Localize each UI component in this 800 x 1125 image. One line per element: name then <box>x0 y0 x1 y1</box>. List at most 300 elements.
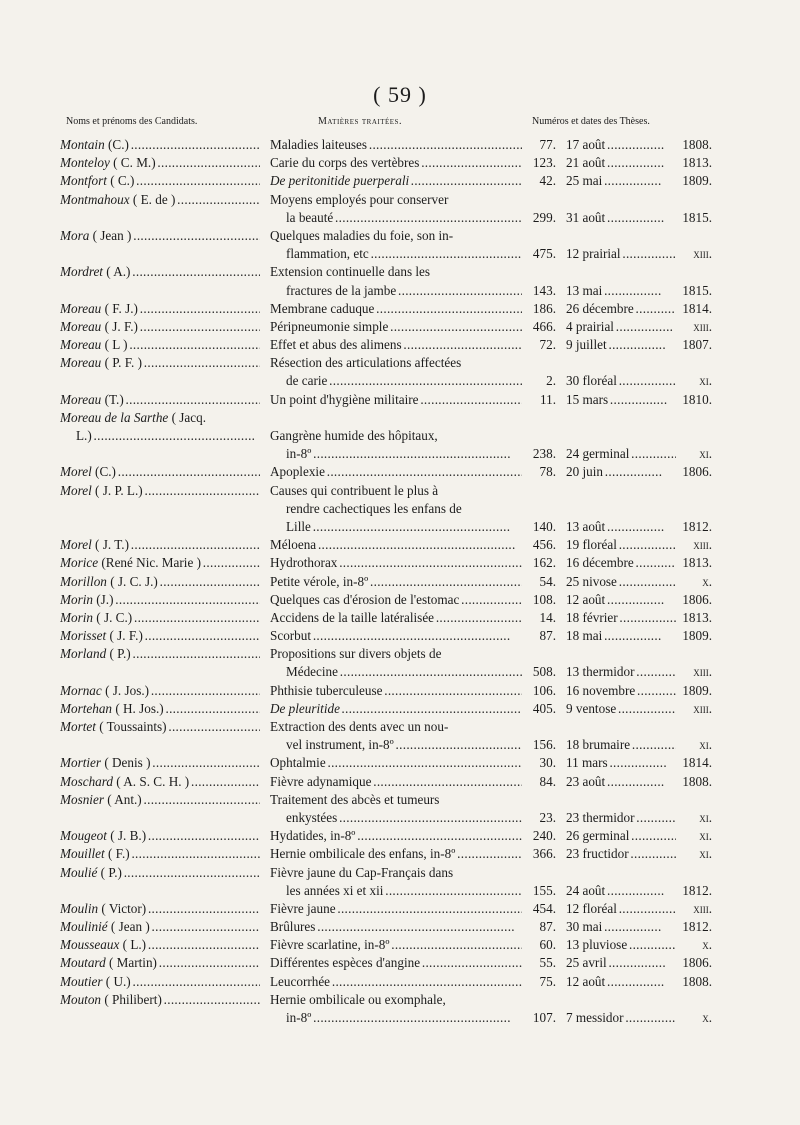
candidate-given-names: ( Toussaints) <box>95 719 167 734</box>
thesis-year: xi. <box>697 736 712 754</box>
candidate-surname: Mosnier <box>60 791 104 807</box>
thesis-list <box>0 136 800 1027</box>
thesis-entry <box>0 336 800 354</box>
thesis-day-month: 20 juin . . . <box>566 463 676 481</box>
thesis-subject: Hernie ombilicale ou exomphale, <box>270 991 446 1007</box>
thesis-subject: De peritonitide puerperali . . . <box>270 172 522 190</box>
thesis-entry <box>0 627 800 645</box>
entry-line <box>0 300 800 318</box>
thesis-subject: Accidens de la taille latéralisée . . . <box>270 609 522 627</box>
candidate-surname: Moutier <box>60 973 103 989</box>
candidate-given-names: ( Jean ) <box>89 227 132 243</box>
thesis-date <box>566 936 712 954</box>
thesis-date <box>566 882 712 900</box>
thesis-year: 1807. <box>680 336 712 354</box>
thesis-day-month: 11 mars . . . <box>566 754 676 772</box>
thesis-date <box>566 845 712 863</box>
thesis-number: 240. <box>532 828 556 844</box>
thesis-entry <box>0 718 800 754</box>
thesis-day-month: 25 mai . . . <box>566 172 676 190</box>
entry-line <box>0 809 800 827</box>
thesis-day-month: 23 fructidor . . . <box>566 845 676 863</box>
candidate-surname: Moreau <box>60 300 102 316</box>
entry-line <box>0 845 800 863</box>
thesis-subject: Péripneumonie simple . . . <box>270 318 522 336</box>
candidate-given-names: ( A. S. C. H. ) <box>113 773 190 789</box>
candidate-name <box>60 791 260 809</box>
candidate-given-names: (J.) <box>92 591 114 607</box>
candidate-name <box>60 864 260 882</box>
thesis-year: xi. <box>697 845 712 863</box>
candidate-surname: Mougeot <box>60 828 107 844</box>
thesis-number: 140. <box>532 518 556 534</box>
candidate-name <box>60 136 260 154</box>
candidate-name <box>60 754 260 772</box>
thesis-entry <box>0 318 800 336</box>
entry-line <box>0 609 800 627</box>
thesis-entry <box>0 463 800 481</box>
thesis-entry <box>0 682 800 700</box>
thesis-subject: Méloena . . . <box>270 536 522 554</box>
thesis-year: x. <box>700 573 712 591</box>
column-headers <box>0 116 800 132</box>
entry-line <box>0 354 800 372</box>
thesis-entry <box>0 354 800 390</box>
entry-line <box>0 482 800 500</box>
thesis-day-month: 7 messidor . . . <box>566 1009 676 1027</box>
thesis-date <box>566 172 712 190</box>
candidate-given-names: ( Jean ) <box>107 919 150 935</box>
thesis-day-month: 16 décembre . . . <box>566 554 676 572</box>
thesis-entry <box>0 409 800 464</box>
thesis-date <box>566 391 712 409</box>
candidate-name-continued: L.) . . . <box>76 427 260 445</box>
thesis-entry <box>0 791 800 827</box>
thesis-day-month: 13 mai . . . <box>566 282 676 300</box>
thesis-number: 54. <box>539 573 556 589</box>
thesis-subject: rendre cachectiques les enfans de <box>286 500 462 516</box>
thesis-number: 87. <box>539 919 556 935</box>
thesis-year: 1814. <box>680 300 712 318</box>
thesis-subject: Gangrène humide des hôpitaux, <box>270 428 438 443</box>
candidate-surname: Mornac <box>60 682 102 698</box>
thesis-number: 84. <box>539 773 556 789</box>
thesis-entry <box>0 172 800 190</box>
thesis-subject: Causes qui contribuent le plus à <box>270 482 439 498</box>
candidate-given-names: ( C.) <box>106 173 135 189</box>
thesis-number: 508. <box>532 664 556 680</box>
thesis-subject: Propositions sur divers objets de <box>270 646 442 662</box>
thesis-date <box>566 609 712 627</box>
thesis-subject: Scorbut . . . <box>270 627 522 645</box>
thesis-entry <box>0 391 800 409</box>
thesis-year: 1806. <box>680 463 712 481</box>
thesis-year: 1808. <box>680 773 712 791</box>
candidate-given-names: ( J. B.) <box>106 828 147 844</box>
thesis-day-month: 26 germinal . . . <box>566 827 676 845</box>
candidate-surname: Mora <box>60 227 90 243</box>
thesis-date <box>566 754 712 772</box>
thesis-number: 23. <box>539 809 556 825</box>
thesis-entry <box>0 773 800 791</box>
thesis-subject: Fièvre jaune du Cap-Français dans <box>270 864 454 880</box>
thesis-number: 405. <box>532 700 556 716</box>
thesis-date <box>566 918 712 936</box>
entry-line <box>0 336 800 354</box>
thesis-subject: la beauté . . . <box>286 209 522 227</box>
thesis-entry <box>0 827 800 845</box>
thesis-subject: Traitement des abcès et tumeurs <box>270 791 440 807</box>
thesis-entry <box>0 845 800 863</box>
candidate-name <box>60 973 260 991</box>
entry-line <box>0 518 800 536</box>
thesis-year: 1806. <box>680 591 712 609</box>
candidate-given-names: ( J. P. L.) <box>91 482 143 498</box>
candidate-name <box>60 318 260 336</box>
thesis-date <box>566 973 712 991</box>
thesis-number: 238. <box>532 446 556 462</box>
thesis-date <box>566 136 712 154</box>
thesis-year: 1814. <box>680 754 712 772</box>
candidate-given-names: ( U.) <box>102 973 131 989</box>
thesis-year: 1815. <box>680 209 712 227</box>
thesis-year: 1809. <box>680 172 712 190</box>
candidate-given-names: ( J. F.) <box>101 318 138 334</box>
thesis-year: xi. <box>697 827 712 845</box>
thesis-day-month: 30 mai . . . <box>566 918 676 936</box>
candidate-name <box>60 409 260 427</box>
candidate-given-names: (René Nic. Marie ) <box>98 555 201 571</box>
entry-line <box>0 554 800 572</box>
thesis-date <box>566 372 712 390</box>
thesis-number: 106. <box>532 682 556 698</box>
thesis-subject: Extension continuelle dans les <box>270 264 431 280</box>
thesis-year: 1812. <box>680 918 712 936</box>
thesis-year: xiii. <box>691 900 712 918</box>
candidate-name <box>60 227 260 245</box>
thesis-day-month: 26 décembre . . . <box>566 300 676 318</box>
thesis-number: 123. <box>532 155 556 171</box>
thesis-day-month: 21 août . . . <box>566 154 676 172</box>
candidate-given-names: ( P.) <box>106 646 131 662</box>
thesis-day-month: 18 mai . . . <box>566 627 676 645</box>
thesis-year: xiii. <box>691 245 712 263</box>
thesis-subject: Différentes espèces d'angine . . . <box>270 954 522 972</box>
thesis-subject: de carie . . . <box>286 372 522 390</box>
thesis-subject: Quelques maladies du foie, son in- <box>270 227 454 243</box>
thesis-subject: in-8º . . . <box>286 1009 522 1027</box>
candidate-name <box>60 827 260 845</box>
entry-line <box>0 791 800 809</box>
thesis-year: 1808. <box>680 973 712 991</box>
candidate-given-names: ( A.) <box>102 264 131 280</box>
candidate-name <box>60 154 260 172</box>
candidate-surname: Moschard <box>60 773 113 789</box>
candidate-name <box>60 391 260 409</box>
candidate-surname: Moreau <box>60 337 102 353</box>
thesis-number: 366. <box>532 846 556 862</box>
entry-line <box>0 864 800 882</box>
candidate-surname: Mortier <box>60 755 102 771</box>
thesis-date <box>566 336 712 354</box>
candidate-surname: Mousseaux <box>60 937 120 953</box>
thesis-year: 1810. <box>680 391 712 409</box>
candidate-name <box>60 172 260 190</box>
entry-line <box>0 918 800 936</box>
candidate-surname: Mouillet <box>60 846 105 862</box>
candidate-surname: Montfort <box>60 173 107 189</box>
entry-line <box>0 573 800 591</box>
candidate-surname: Morin <box>60 591 93 607</box>
thesis-year: 1809. <box>680 627 712 645</box>
candidate-surname: Morel <box>60 482 92 498</box>
entry-line <box>0 318 800 336</box>
thesis-day-month: 23 thermidor . . . <box>566 809 676 827</box>
candidate-name <box>60 700 260 718</box>
candidate-surname: Morice <box>60 555 99 571</box>
thesis-day-month: 17 août . . . <box>566 136 676 154</box>
thesis-date <box>566 209 712 227</box>
candidate-surname: Moulié <box>60 864 98 880</box>
thesis-subject: Résection des articulations affectées <box>270 355 462 371</box>
entry-line <box>0 445 800 463</box>
thesis-date <box>566 773 712 791</box>
thesis-subject: in-8º . . . <box>286 445 522 463</box>
candidate-name <box>60 900 260 918</box>
thesis-date <box>566 282 712 300</box>
entry-line <box>0 172 800 190</box>
header-numbers: Numéros et dates des Thèses. <box>532 116 650 127</box>
candidate-given-names: ( E. de ) <box>129 191 176 207</box>
thesis-subject: Fièvre adynamique . . . <box>270 773 522 791</box>
thesis-year: xiii. <box>691 536 712 554</box>
thesis-subject: fractures de la jambe . . . <box>286 282 522 300</box>
thesis-day-month: 9 ventose . . . <box>566 700 676 718</box>
thesis-year: xi. <box>697 445 712 463</box>
entry-line <box>0 427 800 445</box>
thesis-subject: flammation, etc . . . <box>286 245 522 263</box>
thesis-entry <box>0 591 800 609</box>
thesis-date <box>566 1009 712 1027</box>
candidate-given-names: ( J. C.) <box>92 609 133 625</box>
entry-line <box>0 591 800 609</box>
candidate-given-names: ( J. Jos.) <box>101 682 150 698</box>
entry-line <box>0 700 800 718</box>
candidate-given-names: ( Ant.) <box>103 791 142 807</box>
thesis-date <box>566 463 712 481</box>
thesis-entry <box>0 482 800 537</box>
candidate-given-names: ( P.) <box>97 864 122 880</box>
thesis-date <box>566 445 712 463</box>
thesis-number: 55. <box>539 955 556 971</box>
thesis-entry <box>0 900 800 918</box>
entry-line <box>0 282 800 300</box>
candidate-name <box>60 645 260 663</box>
thesis-year: xi. <box>697 372 712 390</box>
thesis-day-month: 12 août . . . <box>566 973 676 991</box>
entry-line <box>0 682 800 700</box>
candidate-surname: Moulin <box>60 900 99 916</box>
thesis-subject: Fièvre scarlatine, in-8º . . . <box>270 936 522 954</box>
thesis-day-month: 31 août . . . <box>566 209 676 227</box>
candidate-name <box>60 991 260 1009</box>
candidate-surname: Morisset <box>60 628 107 644</box>
thesis-entry <box>0 954 800 972</box>
candidate-given-names: ( Martin) <box>105 955 157 971</box>
entry-line <box>0 736 800 754</box>
entry-line <box>0 391 800 409</box>
candidate-name <box>60 300 260 318</box>
thesis-number: 454. <box>532 900 556 916</box>
thesis-entry <box>0 554 800 572</box>
candidate-name <box>60 718 260 736</box>
thesis-number: 186. <box>532 300 556 316</box>
thesis-number: 2. <box>546 373 556 389</box>
thesis-day-month: 13 août . . . <box>566 518 676 536</box>
entry-line <box>0 882 800 900</box>
thesis-day-month: 12 août . . . <box>566 591 676 609</box>
thesis-number: 72. <box>539 337 556 353</box>
thesis-subject: De pleuritide . . . <box>270 700 522 718</box>
thesis-day-month: 16 novembre . . . <box>566 682 676 700</box>
candidate-surname: Montmahoux <box>60 191 130 207</box>
candidate-name <box>60 936 260 954</box>
thesis-entry <box>0 936 800 954</box>
thesis-date <box>566 154 712 172</box>
candidate-surname: Morillon <box>60 573 107 589</box>
thesis-subject: Effet et abus des alimens . . . <box>270 336 522 354</box>
thesis-subject: Phthisie tuberculeuse . . . <box>270 682 522 700</box>
candidate-name <box>60 263 260 281</box>
entry-line <box>0 263 800 281</box>
thesis-entry <box>0 536 800 554</box>
candidate-surname: Mortet <box>60 719 96 734</box>
thesis-year: 1808. <box>680 136 712 154</box>
thesis-subject: Médecine . . . <box>286 663 522 681</box>
candidate-surname: Monteloy <box>60 155 110 171</box>
entry-line <box>0 773 800 791</box>
thesis-day-month: 15 mars . . . <box>566 391 676 409</box>
thesis-number: 108. <box>532 591 556 607</box>
thesis-day-month: 18 brumaire . . . <box>566 736 676 754</box>
candidate-surname: Moutard <box>60 955 106 971</box>
candidate-surname: Montain <box>60 137 105 152</box>
thesis-entry <box>0 154 800 172</box>
entry-line <box>0 136 800 154</box>
thesis-entry <box>0 645 800 681</box>
thesis-number: 456. <box>532 537 556 553</box>
thesis-date <box>566 682 712 700</box>
thesis-day-month: 23 août . . . <box>566 773 676 791</box>
entry-line <box>0 372 800 390</box>
thesis-number: 77. <box>539 137 556 152</box>
entry-line <box>0 718 800 736</box>
thesis-entry <box>0 609 800 627</box>
candidate-name <box>60 482 260 500</box>
candidate-name <box>60 918 260 936</box>
thesis-subject: Membrane caduque . . . <box>270 300 522 318</box>
entry-line <box>0 954 800 972</box>
thesis-date <box>566 827 712 845</box>
thesis-subject: enkystées . . . <box>286 809 522 827</box>
thesis-number: 14. <box>539 609 556 625</box>
thesis-year: xiii. <box>691 663 712 681</box>
page-number: ( 59 ) <box>373 82 427 107</box>
thesis-date <box>566 300 712 318</box>
candidate-name <box>60 773 260 791</box>
thesis-subject: Brûlures . . . <box>270 918 522 936</box>
thesis-day-month: 30 floréal . . . <box>566 372 676 390</box>
candidate-name <box>60 845 260 863</box>
entry-line <box>0 973 800 991</box>
candidate-surname: Morel <box>60 537 92 553</box>
candidate-given-names: ( Philibert) <box>101 991 162 1007</box>
candidate-name <box>60 609 260 627</box>
candidate-given-names: ( Victor) <box>98 900 147 916</box>
thesis-day-month: 13 thermidor . . . <box>566 663 676 681</box>
entry-line <box>0 827 800 845</box>
thesis-number: 475. <box>532 246 556 262</box>
thesis-subject: Hydrothorax . . . <box>270 554 522 572</box>
candidate-surname: Mordret <box>60 264 103 280</box>
candidate-given-names: ( C. M.) <box>109 155 156 171</box>
thesis-number: 30. <box>539 755 556 771</box>
candidate-surname: Morland <box>60 646 107 662</box>
thesis-date <box>566 700 712 718</box>
thesis-subject: Extraction des dents avec un nou- <box>270 719 449 734</box>
candidate-given-names: ( Denis ) <box>101 755 151 771</box>
thesis-day-month: 4 prairial . . . <box>566 318 676 336</box>
thesis-date <box>566 245 712 263</box>
candidate-given-names: ( F.) <box>104 846 130 862</box>
entry-line <box>0 936 800 954</box>
candidate-name <box>60 554 260 572</box>
thesis-number: 466. <box>532 318 556 334</box>
thesis-date <box>566 591 712 609</box>
thesis-year: x. <box>700 1009 712 1027</box>
thesis-date <box>566 627 712 645</box>
candidate-surname: Moreau <box>60 318 102 334</box>
entry-line <box>0 227 800 245</box>
thesis-entry <box>0 136 800 154</box>
thesis-day-month: 12 prairial . . . <box>566 245 676 263</box>
thesis-day-month: 25 nivose . . . <box>566 573 676 591</box>
thesis-entry <box>0 300 800 318</box>
entry-line <box>0 463 800 481</box>
thesis-day-month: 9 juillet . . . <box>566 336 676 354</box>
thesis-number: 162. <box>532 555 556 571</box>
thesis-date <box>566 536 712 554</box>
candidate-name <box>60 591 260 609</box>
header-names: Noms et prénoms des Candidats. <box>66 116 198 127</box>
candidate-name <box>60 336 260 354</box>
candidate-surname: Moreau <box>60 355 102 371</box>
candidate-name <box>60 573 260 591</box>
thesis-day-month: 24 août . . . <box>566 882 676 900</box>
thesis-day-month: 12 floréal . . . <box>566 900 676 918</box>
thesis-year: xiii. <box>691 700 712 718</box>
header-matters: Matières traitées. <box>318 116 402 127</box>
candidate-given-names: ( H. Jos.) <box>112 700 164 716</box>
candidate-given-names: ( L ) <box>101 337 128 353</box>
thesis-subject: les années xi et xii . . . <box>286 882 522 900</box>
candidate-surname: Moreau <box>60 391 102 407</box>
entry-line <box>0 409 800 427</box>
thesis-entry <box>0 227 800 263</box>
thesis-year: 1812. <box>680 882 712 900</box>
entry-line <box>0 900 800 918</box>
thesis-entry <box>0 864 800 900</box>
